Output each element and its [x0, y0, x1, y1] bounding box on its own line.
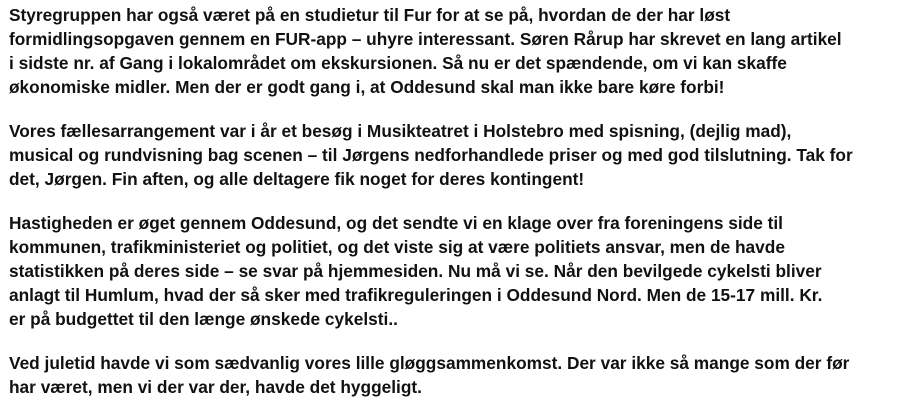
text-line: har været, men vi der var der, havde det hyggeligt.	[9, 377, 422, 397]
text-line: det, Jørgen. Fin aften, og alle deltagere fik noget for deres kontingent!	[9, 169, 585, 189]
paragraph-faellesarrangement	[9, 119, 920, 191]
paragraph-hastighed	[9, 211, 920, 331]
paragraph-juletid	[9, 351, 920, 399]
text-line: musical og rundvisning bag scenen – til Jørgens nedforhandlede priser og med god tilslutning. Tak for	[9, 145, 853, 165]
text-line: i sidste nr. af Gang i lokalområdet om ekskursionen. Så nu er det spændende, om vi kan skaffe	[9, 53, 787, 73]
text-line: Ved juletid havde vi som sædvanlig vores lille gløggsammenkomst. Der var ikke så mange som der før	[9, 353, 850, 373]
text-line: kommunen, trafikministeriet og politiet, og det viste sig at være politiets ansvar, men de havde	[9, 237, 785, 257]
text-line: Vores fællesarrangement var i år et besøg i Musikteatret i Holstebro med spisning, (dejlig mad),	[9, 121, 792, 141]
paragraph-studietur	[9, 3, 920, 99]
text-line: formidlingsopgaven gennem en FUR-app – uhyre interessant. Søren Rårup har skrevet en lang artikel	[9, 29, 842, 49]
text-line: statistikken på deres side – se svar på hjemmesiden. Nu må vi se. Når den bevilgede cykelsti bliver	[9, 261, 822, 281]
text-line: Styregruppen har også været på en studietur til Fur for at se på, hvordan de der har løst	[9, 5, 731, 25]
text-line: Hastigheden er øget gennem Oddesund, og det sendte vi en klage over fra foreningens side til	[9, 213, 783, 233]
text-line: anlagt til Humlum, hvad der så sker med trafikreguleringen i Oddesund Nord. Men de 15-17 mill. Kr.	[9, 285, 823, 305]
text-line: økonomiske midler. Men der er godt gang i, at Oddesund skal man ikke bare køre forbi!	[9, 77, 725, 97]
text-line: er på budgettet til den længe ønskede cykelsti..	[9, 309, 398, 329]
